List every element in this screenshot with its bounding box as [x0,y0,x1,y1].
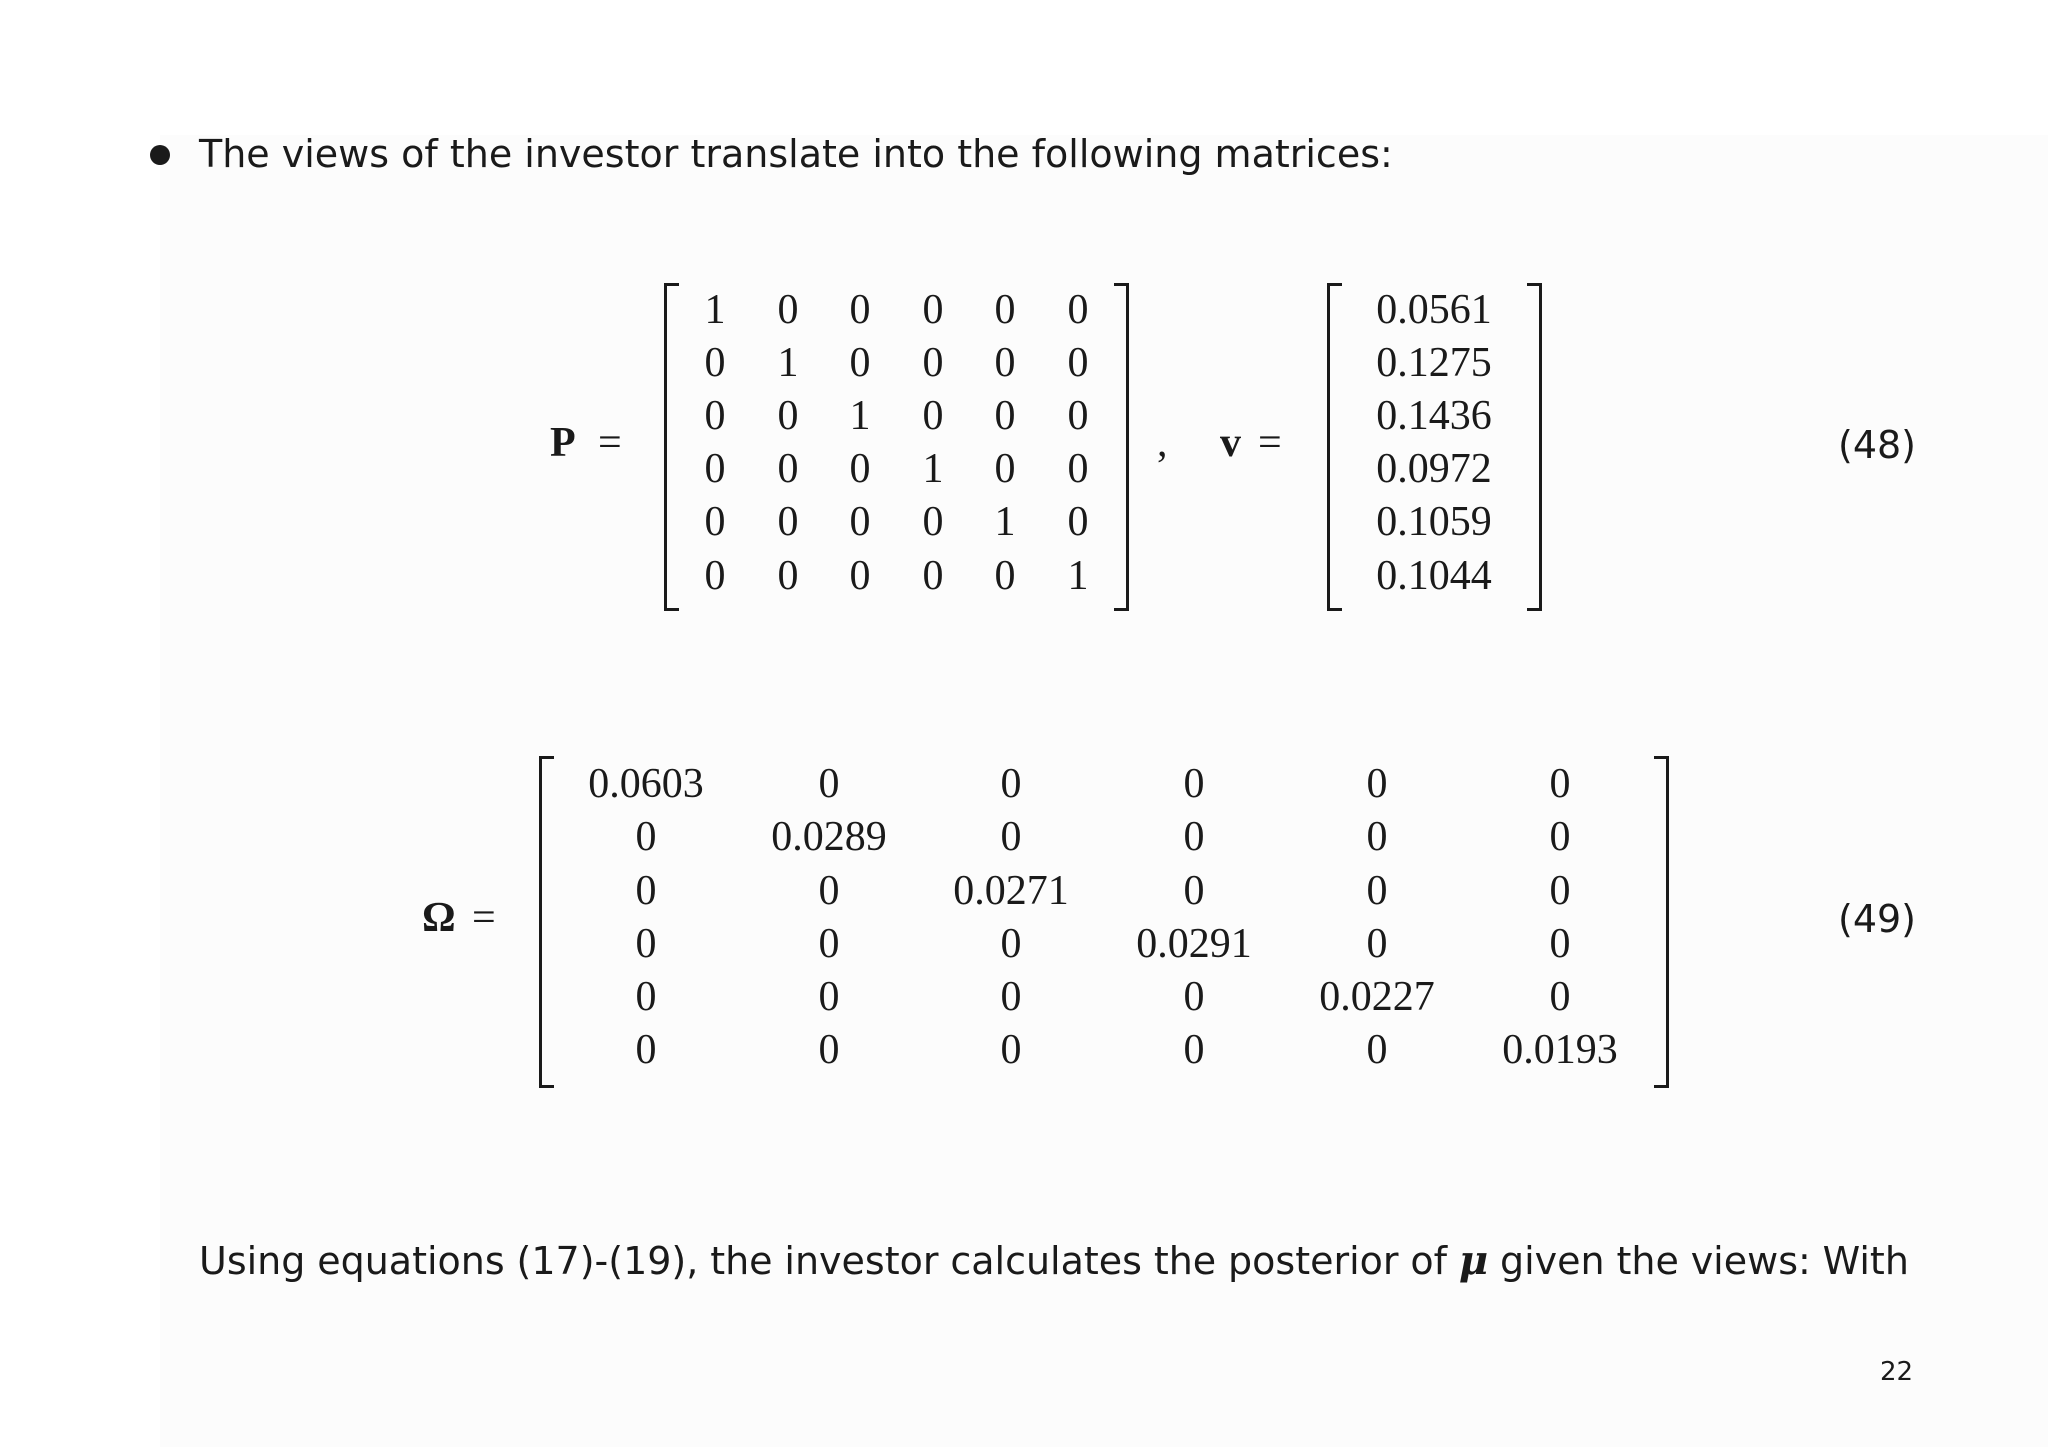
omega-matrix-cell: 0 [1000,921,1022,967]
omega-matrix-cell: 0 [635,868,657,914]
p-matrix-cell: 0 [922,393,944,439]
p-matrix-cell: 0 [1067,446,1089,492]
body-word: calculates [950,1239,1142,1283]
omega-matrix-cell: 0 [635,974,657,1020]
omega-matrix-cell: 0 [1183,1027,1205,1073]
v-vector-cell: 0.0561 [1376,287,1492,333]
omega-matrix-cell: 0.0289 [771,814,887,860]
p-matrix-cell: 1 [994,499,1016,545]
p-matrix-cell: 0 [849,287,871,333]
body-word: Using [199,1239,306,1283]
omega-matrix-cell: 0 [1000,1027,1022,1073]
v-vector-cell: 0.1436 [1376,393,1492,439]
omega-right-bracket [1654,756,1669,1088]
omega-matrix-cell: 0 [1366,761,1388,807]
p-matrix-cell: 0 [1067,393,1089,439]
p-matrix-cell: 0 [849,340,871,386]
omega-left-bracket [539,756,554,1088]
omega-symbol: Ω [422,895,456,941]
p-matrix-cell: 1 [777,340,799,386]
p-matrix-cell: 0 [704,340,726,386]
omega-matrix-cell: 0.0603 [588,761,704,807]
body-text [199,1238,1909,1284]
omega-matrix-cell: 0 [1183,868,1205,914]
comma: , [1157,420,1168,466]
equation-number-49: (49) [1838,897,1917,941]
p-matrix-cell: 0 [1067,340,1089,386]
omega-matrix-cell: 0 [1366,814,1388,860]
p-matrix-cell: 0 [1067,287,1089,333]
omega-matrix-cell: 0 [1183,814,1205,860]
body-word: the [1153,1239,1217,1283]
bullet-icon [150,145,170,165]
p-matrix-cell: 0 [849,499,871,545]
p-matrix-cell: 1 [1067,553,1089,599]
omega-matrix-cell: 0 [818,761,840,807]
omega-matrix-cell: 0 [1549,868,1571,914]
omega-matrix-cell: 0.0193 [1502,1027,1618,1073]
omega-matrix-cell: 0 [635,1027,657,1073]
p-matrix-cell: 0 [777,446,799,492]
omega-matrix-cell: 0 [818,868,840,914]
omega-matrix-cell: 0 [635,921,657,967]
omega-matrix-cell: 0 [1000,814,1022,860]
p-matrix-cell: 0 [1067,499,1089,545]
p-matrix-cell: 0 [777,287,799,333]
equation-number-48: (48) [1838,423,1917,467]
v-symbol: v [1220,420,1241,466]
p-equals: = [598,420,622,466]
omega-matrix-cell: 0 [635,814,657,860]
omega-matrix-cell: 0.0291 [1136,921,1252,967]
p-left-bracket [664,283,679,611]
mu-symbol: μ [1458,1237,1489,1284]
body-word: given [1499,1239,1605,1283]
body-word: (17)-(19), [516,1239,699,1283]
page-number: 22 [1880,1357,1914,1387]
omega-matrix-cell: 0 [1549,814,1571,860]
omega-matrix-cell: 0.0271 [953,868,1069,914]
p-matrix-cell: 1 [704,287,726,333]
omega-matrix-cell: 0 [1549,974,1571,1020]
p-matrix-cell: 0 [704,499,726,545]
p-matrix-cell: 0 [994,340,1016,386]
p-matrix-cell: 0 [994,393,1016,439]
p-matrix-cell: 0 [777,499,799,545]
body-word: equations [317,1239,505,1283]
body-word: of [1410,1239,1448,1283]
v-vector-cell: 0.0972 [1376,446,1492,492]
omega-matrix-cell: 0 [818,921,840,967]
p-matrix-cell: 0 [704,553,726,599]
body-word: views: [1690,1239,1811,1283]
p-matrix-cell: 0 [704,393,726,439]
omega-matrix-cell: 0 [1000,974,1022,1020]
omega-matrix-cell: 0 [818,1027,840,1073]
v-equals: = [1258,420,1282,466]
body-word: With [1822,1239,1909,1283]
p-symbol: P [550,420,576,466]
p-matrix-cell: 0 [922,287,944,333]
p-matrix-cell: 0 [922,340,944,386]
p-matrix-cell: 1 [849,393,871,439]
omega-matrix-cell: 0 [1366,1027,1388,1073]
omega-matrix-cell: 0 [1549,761,1571,807]
omega-equals: = [472,895,496,941]
bullet-text: The views of the investor translate into the following matrices: [199,132,1393,176]
body-word: the [710,1239,773,1283]
v-vector-cell: 0.1044 [1376,553,1492,599]
omega-matrix-cell: 0 [1366,868,1388,914]
p-matrix-cell: 0 [922,499,944,545]
v-vector-cell: 0.1275 [1376,340,1492,386]
body-word: the [1616,1239,1679,1283]
p-matrix-cell: 0 [922,553,944,599]
p-matrix-cell: 0 [994,553,1016,599]
v-vector-cell: 0.1059 [1376,499,1492,545]
v-right-bracket [1527,283,1542,611]
omega-matrix-cell: 0 [1549,921,1571,967]
body-word: investor [784,1239,939,1283]
p-matrix-cell: 0 [849,446,871,492]
omega-matrix-cell: 0 [1183,761,1205,807]
p-matrix-cell: 0 [704,446,726,492]
p-matrix-cell: 0 [777,393,799,439]
p-matrix-cell: 0 [994,287,1016,333]
omega-matrix-cell: 0 [818,974,840,1020]
p-matrix-cell: 0 [994,446,1016,492]
omega-matrix-cell: 0 [1000,761,1022,807]
p-matrix-cell: 0 [849,553,871,599]
p-matrix-cell: 0 [777,553,799,599]
omega-matrix-cell: 0 [1366,921,1388,967]
omega-matrix-cell: 0 [1183,974,1205,1020]
v-left-bracket [1327,283,1342,611]
omega-matrix-cell: 0.0227 [1319,974,1435,1020]
body-word: posterior [1228,1239,1399,1283]
p-right-bracket [1114,283,1129,611]
p-matrix-cell: 1 [922,446,944,492]
